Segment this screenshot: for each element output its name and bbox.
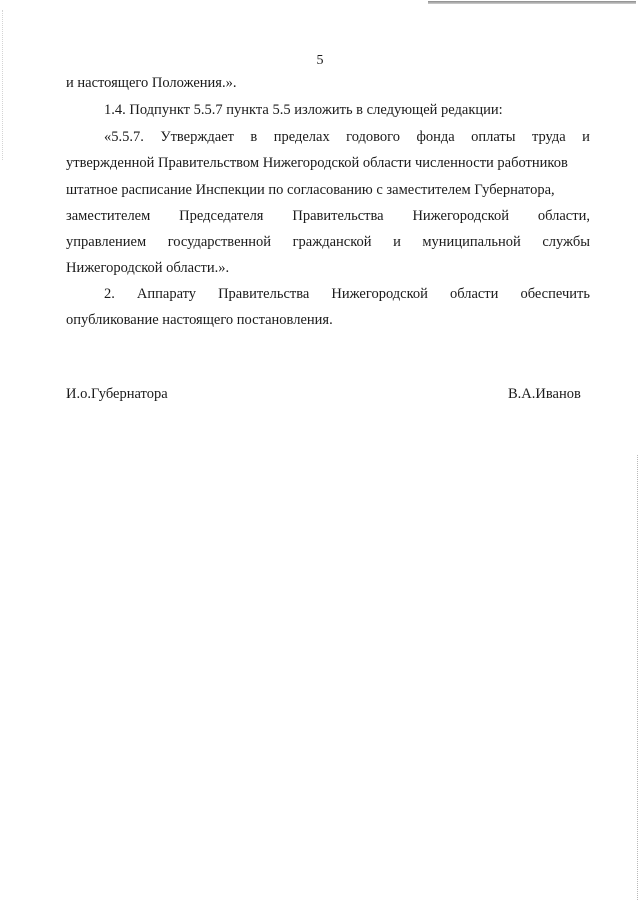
word: 2.	[104, 286, 115, 302]
word: муниципальной	[422, 234, 521, 250]
word: Правительства	[292, 208, 384, 224]
text-line-7	[66, 233, 590, 251]
text-line-1: и настоящего Положения.».	[66, 75, 237, 91]
scan-artifact-left	[2, 10, 4, 160]
word: государственной	[167, 234, 272, 250]
word: Председателя	[179, 208, 264, 224]
word: труда	[531, 129, 566, 145]
text-line-6	[66, 207, 590, 225]
word: и	[582, 129, 590, 145]
word: Аппарату	[136, 286, 197, 302]
word: службы	[542, 234, 590, 250]
word: области,	[537, 208, 590, 224]
signature-position: И.о.Губернатора	[66, 386, 168, 402]
word: оплаты	[471, 129, 516, 145]
page-number: 5	[316, 53, 324, 68]
scan-artifact-right	[636, 455, 638, 900]
word: Нижегородской	[412, 208, 509, 224]
signature-name: В.А.Иванов	[508, 386, 581, 402]
text-line-9	[104, 285, 590, 303]
word: годового	[346, 129, 401, 145]
word: обеспечить	[520, 286, 590, 302]
text-line-4: утвержденной Правительством Нижегородской области численности работников	[66, 155, 568, 171]
text-line-8: Нижегородской области.».	[66, 260, 230, 276]
word: «5.5.7.	[104, 129, 144, 145]
text-line-2: 1.4. Подпункт 5.5.7 пункта 5.5 изложить в следующей редакции:	[104, 102, 503, 118]
scan-artifact-top	[428, 1, 636, 4]
word: Утверждает	[160, 129, 234, 145]
word: Правительства	[218, 286, 310, 302]
word: управлением	[66, 234, 147, 250]
word: и	[393, 234, 401, 250]
word: заместителем	[66, 208, 151, 224]
text-line-3	[104, 128, 590, 146]
word: фонда	[416, 129, 455, 145]
word: в	[250, 129, 258, 145]
text-line-10: опубликование настоящего постановления.	[66, 312, 333, 328]
word: Нижегородской	[331, 286, 428, 302]
word: пределах	[273, 129, 330, 145]
word: гражданской	[292, 234, 372, 250]
text-line-5: штатное расписание Инспекции по согласованию с заместителем Губернатора,	[66, 182, 555, 198]
word: области	[449, 286, 499, 302]
